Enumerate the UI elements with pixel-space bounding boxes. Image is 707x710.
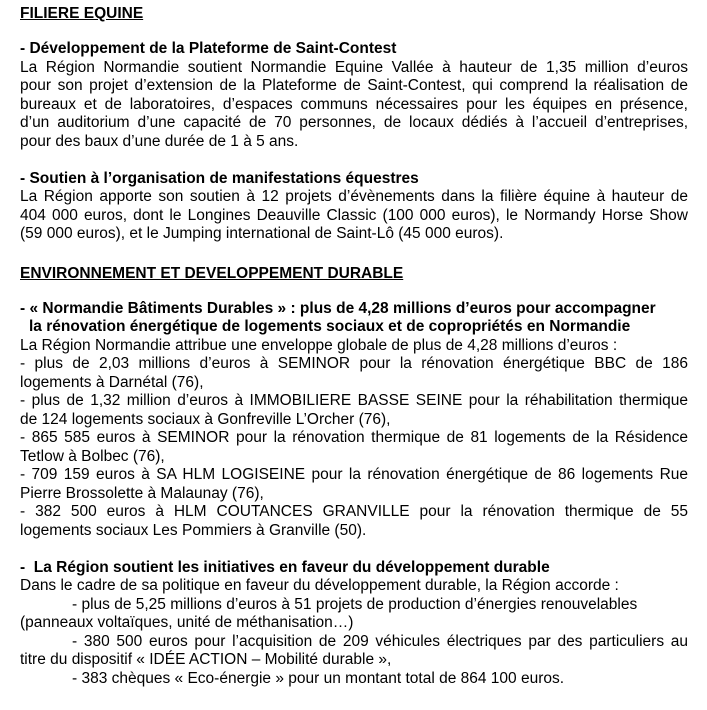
block-title-plateforme: - Développement de la Plateforme de Saint-Contest [20,40,397,57]
block-title-line: la rénovation énergétique de logements sociaux et de copropriétés en Normandie [29,318,631,335]
text-line: logements à Darnétal (76), [20,373,204,391]
text-line: La Région Normandie attribue une enveloppe globale de plus de 4,28 millions d’euros : [20,336,618,354]
block-title-line: - « Normandie Bâtiments Durables » : plus de 4,28 millions d’euros pour accompagner [20,299,656,317]
paragraph-batiments-durables [20,337,688,541]
block-title-batiments-durables [20,300,688,337]
spacer [20,244,688,264]
section-title-environnement: ENVIRONNEMENT ET DEVELOPPEMENT DURABLE [20,264,404,282]
text-line: - 865 585 euros à SEMINOR pour la rénovation thermique de 81 logements de la Résidence [20,429,688,446]
text-line: - 709 159 euros à SA HLM LOGISEINE pour la rénovation énergétique de 86 logements Rue [20,466,688,483]
text-line: d’un auditorium d’une capacité de 70 personnes, de locaux dédiés à l’accueil d’entreprises, [20,114,688,131]
text-line: - plus de 2,03 millions d’euros à SEMINOR pour la rénovation énergétique BBC de 186 [20,355,688,372]
text-line: Tetlow à Bolbec (76), [20,447,165,465]
spacer [20,24,688,40]
text-line: titre du dispositif « IDÉE ACTION – Mobilité durable », [20,651,392,668]
text-line: logements sociaux Les Pommiers à Granville (50). [20,521,367,539]
spacer [20,151,688,170]
list-item: - 383 chèques « Eco-énergie » pour un montant total de 864 100 euros. [72,669,565,687]
text-line: La Région apporte son soutien à 12 projets d’évènements dans la filière équine à hauteur de [20,188,688,205]
block-title-initiatives: - La Région soutient les initiatives en faveur du développement durable [20,558,550,576]
text-line: (panneaux voltaïques, unité de méthanisation…) [20,614,354,631]
text-line: bureaux et de laboratoires, d’espaces communs nécessaires pour les équipes en présence, [20,95,688,113]
text-line: pour son projet d’extension de la Plateforme de Saint-Contest, qui comprend la réalisation de [20,77,688,94]
paragraph-manifestations [20,188,688,244]
text-line: - plus de 1,32 million d’euros à IMMOBILIERE BASSE SEINE pour la réhabilitation thermique [20,392,688,409]
paragraph-initiatives [20,577,688,688]
text-line: 404 000 euros, dont le Longines Deauville Classic (100 000 euros), le Normandy Horse Show [20,206,688,224]
list-item: - 380 500 euros pour l’acquisition de 209 véhicules électriques par des particuliers au [72,632,688,650]
text-line: La Région Normandie soutient Normandie Equine Vallée à hauteur de 1,35 million d’euros [20,58,688,76]
text-line: de 124 logements sociaux à Gonfreville L’Orcher (76), [20,410,391,428]
text-line: Pierre Brossolette à Malaunay (76), [20,484,264,502]
section-title-equine: FILIERE EQUINE [20,5,144,22]
text-line: pour des baux d’une durée de 1 à 5 ans. [20,132,299,150]
text-line: (59 000 euros), et le Jumping international de Saint-Lô (45 000 euros). [20,225,504,242]
spacer [20,284,688,300]
list-item: - plus de 5,25 millions d’euros à 51 projets de production d’énergies renouvelables [72,595,638,613]
paragraph-plateforme [20,59,688,152]
spacer [20,540,688,559]
block-title-manifestations: - Soutien à l’organisation de manifestations équestres [20,169,419,187]
text-line: - 382 500 euros à HLM COUTANCES GRANVILLE pour la rénovation thermique de 55 [20,503,688,520]
document-page [20,4,688,688]
text-line: Dans le cadre de sa politique en faveur du développement durable, la Région accorde : [20,577,619,594]
